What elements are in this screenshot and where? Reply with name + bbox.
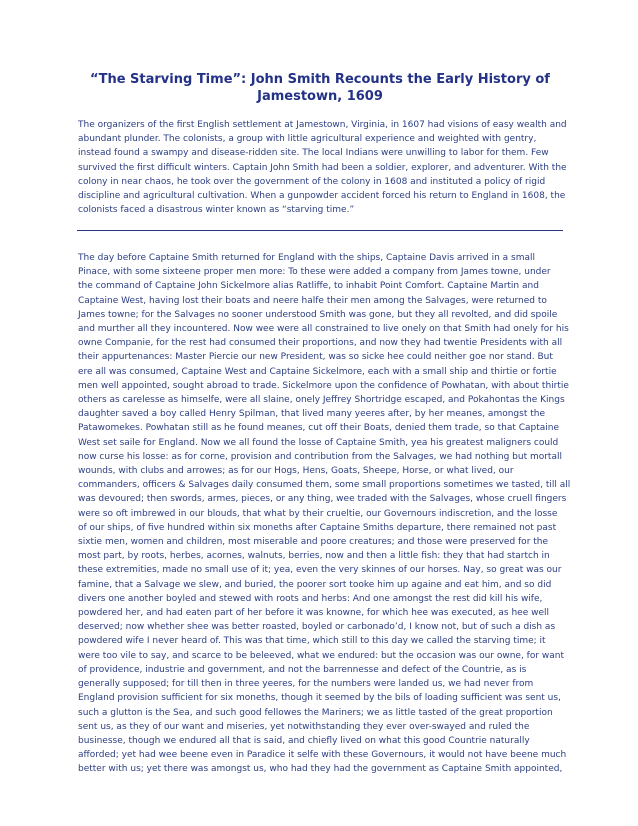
body-line: powdered her, and had eaten part of her before it was knowne, for which hee was executed, as hee well [78, 608, 550, 619]
body-line: the command of Captaine John Sickelmore alias Ratliffe, to inhabit Point Comfort. Captaine Martin and [78, 281, 539, 292]
body-line: most part, by roots, herbes, acornes, walnuts, berries, now and then a little fish: they that had startch in [78, 551, 550, 562]
body-line: wounds, with clubs and arrowes; as for our Hogs, Hens, Goats, Sheepe, Horse, or what lived, our [78, 466, 514, 477]
body-line: businesse, though we endured all that is said, and chiefly lived on what this good Countrie naturally [78, 735, 530, 746]
body-line: England provision sufficient for six moneths, though it seemed by the bils of loading sufficient was sent us, [78, 693, 561, 704]
intro-paragraph [78, 118, 567, 217]
intro-line: abundant plunder. The colonists, a group with little agricultural experience and weighted with gentry, [78, 134, 537, 145]
body-line: Patawomekes. Powhatan still as he found meanes, cut off their Boats, denied them trade, so that Captaine [78, 423, 560, 434]
intro-line: discipline and agricultural cultivation. When a gunpowder accident forced his return to England in 1608, the [78, 191, 566, 202]
intro-line: colonists faced a disastrous winter known as “starving time.” [78, 205, 355, 216]
body-line: daughter saved a boy called Henry Spilman, that lived many yeeres after, by her meanes, amongst the [78, 409, 545, 420]
intro-line: survived the first difficult winters. Captain John Smith had been a soldier, explorer, and adventurer. With the [78, 162, 567, 173]
body-line: others as carelesse as himselfe, were all slaine, onely Jeffrey Shortridge escaped, and Pokahontas the Kings [78, 395, 565, 406]
body-line: and murther all they incountered. Now wee were all constrained to live onely on that Smith had onely for his [78, 324, 569, 335]
intro-line: colony in near chaos, he took over the government of the colony in 1608 and instituted a policy of rigid [78, 176, 546, 187]
body-line: of our ships, of five hundred within six moneths after Captaine Smiths departure, there remained not past [78, 522, 557, 533]
section-divider [77, 230, 563, 231]
document-title: “The Starving Time”: John Smith Recounts the Early History of Jamestown, 1609 [90, 72, 550, 104]
body-line: famine, that a Salvage we slew, and buried, the poorer sort tooke him up againe and eat him, and so did [78, 579, 552, 590]
body-line: afforded; yet had wee beene even in Paradice it selfe with these Governours, it would not have beene much [78, 750, 567, 761]
body-line: Captaine West, having lost their boats and neere halfe their men among the Salvages, were returned to [78, 295, 547, 306]
body-line: were too vile to say, and scarce to be beleeved, what we endured: but the occasion was our owne, for want [78, 650, 565, 661]
body-line: Pinace, with some sixteene proper men more: To these were added a company from James towne, under [78, 267, 551, 278]
intro-line: The organizers of the first English settlement at Jamestown, Virginia, in 1607 had visions of easy wealth and [78, 120, 567, 130]
body-line: generally supposed; for till then in three yeeres, for the numbers were landed us, we had never from [78, 679, 534, 690]
body-line: such a glutton is the Sea, and such good fellowes the Mariners; we as little tasted of the great proportion [78, 707, 553, 718]
body-paragraph [78, 251, 571, 777]
body-line: James towne; for the Salvages no sooner understood Smith was gone, but they all revolted, and did spoile [78, 309, 558, 320]
body-line: men well appointed, sought abroad to trade. Sickelmore upon the confidence of Powhatan, with about thirtie [78, 380, 569, 391]
body-line: The day before Captaine Smith returned for England with the ships, Captaine Davis arrived in a small [78, 253, 536, 263]
body-line: their appurtenances: Master Piercie our new President, was so sicke hee could neither goe nor stand. But [78, 352, 553, 363]
body-line: sixtie men, women and children, most miserable and poore creatures; and those were preserved for the [78, 537, 549, 548]
body-line: now curse his losse: as for corne, provision and contribution from the Salvages, we had nothing but mortall [78, 451, 562, 462]
body-line: West set saile for England. Now we all found the losse of Captaine Smith, yea his greatest maligners could [78, 437, 559, 448]
intro-line: instead found a swampy and disease-ridden site. The local Indians were unwilling to labor for them. Few [78, 148, 549, 159]
body-line: was devoured; then swords, armes, pieces, or any thing, wee traded with the Salvages, whose cruell fingers [78, 494, 567, 505]
body-line: ere all was consumed, Captaine West and Captaine Sickelmore, each with a small ship and thirtie or fortie [78, 366, 557, 377]
body-line: owne Companie, for the rest had consumed their proportions, and now they had twentie Presidents with all [78, 338, 563, 349]
body-line: these extremities, made no small use of it; yea, even the very skinnes of our horses. Nay, so great was our [78, 565, 562, 576]
body-line: better with us; yet there was amongst us, who had they had the government as Captaine Smith appointed, [78, 764, 563, 775]
body-line: sent us, as they of our want and miseries, yet notwithstanding they ever over-swayed and ruled the [78, 721, 530, 732]
body-line: commanders, officers & Salvages daily consumed them, some small proportions sometimes we tasted, till all [78, 480, 571, 491]
body-line: powdered wife I never heard of. This was that time, which still to this day we called the starving time; it [78, 636, 546, 647]
body-line: divers one another boyled and stewed with roots and herbs: And one amongst the rest did kill his wife, [78, 593, 543, 604]
body-line: of providence, industrie and government, and not the barrennesse and defect of the Countrie, as is [78, 664, 527, 675]
body-line: were so oft imbrewed in our blouds, that what by their crueltie, our Governours indiscretion, and the losse [78, 508, 558, 519]
body-line: deserved; now whether shee was better roasted, boyled or carbonado’d, I know not, but of such a dish as [78, 622, 556, 633]
